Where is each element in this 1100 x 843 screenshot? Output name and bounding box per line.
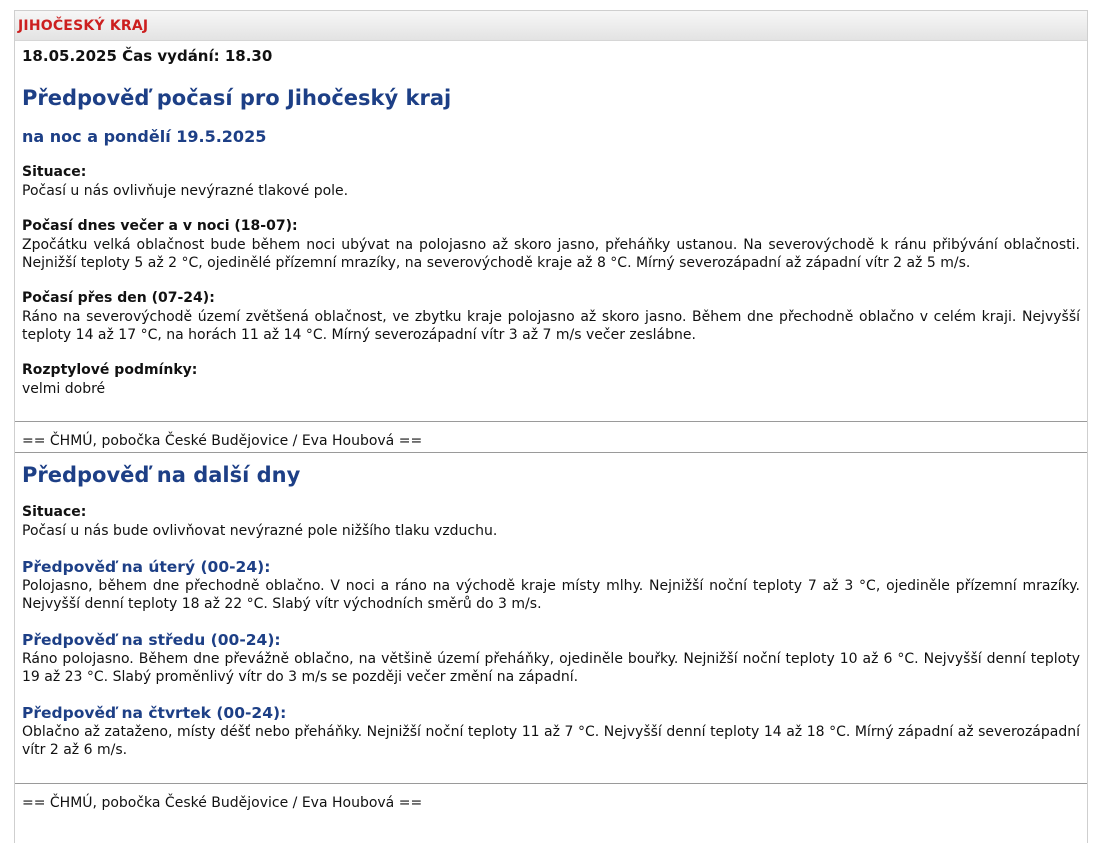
section-heading: Počasí přes den (07-24): (22, 289, 215, 306)
region-header-bar (15, 11, 1087, 41)
outlook-title: Předpověď na další dny (22, 463, 301, 487)
section-text: Počasí u nás ovlivňuje nevýrazné tlakové pole. (22, 183, 349, 199)
day-heading: Předpověď na čtvrtek (00-24): (22, 703, 287, 722)
forecast-subtitle: na noc a pondělí 19.5.2025 (22, 127, 267, 146)
issue-date: 18.05.2025 Čas vydání: 18.30 (22, 47, 273, 65)
outlook-day-tuesday (22, 557, 1080, 614)
section-heading: Situace: (22, 504, 87, 520)
section-text: Zpočátku velká oblačnost bude během noci ubývat na polojasno až skoro jasno, přeháňky ustanou. Na severovýchodě k ránu přibývání oblačnosti. Nejnižší teploty 5 až 2 °C, ojedinělé přízemní mrazíky, na severovýchodě kraje až 8 °C. Mírný severozápadní až západní vítr 2 až 5 m/s. (22, 236, 1080, 271)
outlook-day-thursday (22, 703, 1080, 760)
section-heading: Situace: (22, 164, 87, 180)
divider (15, 452, 1087, 453)
forecast-content (15, 47, 1087, 814)
forecast-section-day (22, 289, 1080, 345)
region-title: JIHOČESKÝ KRAJ (18, 17, 149, 34)
day-text: Ráno polojasno. Během dne převážně oblačno, na většině území přeháňky, ojediněle bouřky. Nejnižší noční teploty 10 až 6 °C. Nejvyšší denní teploty 19 až 23 °C. Slabý proměnlivý vítr do 3 m/s se později večer změní na západní. (22, 650, 1080, 685)
forecast-title: Předpověď počasí pro Jihočeský kraj (22, 86, 452, 110)
day-heading: Předpověď na středu (00-24): (22, 630, 281, 649)
day-text: Polojasno, během dne přechodně oblačno. V noci a ráno na východě kraje místy mlhy. Nejnižší noční teploty 7 až 3 °C, ojediněle přízemní mrazíky. Nejvyšší denní teploty 18 až 22 °C. Slabý vítr východních směrů do 3 m/s. (22, 577, 1080, 612)
section-text: Ráno na severovýchodě území zvětšená oblačnost, ve zbytku kraje polojasno až skoro jasno. Během dne přechodně oblačno v celém kraji. Nejvyšší teploty 14 až 17 °C, na horách 11 až 14 °C. Mírný severozápadní vítr 3 až 7 m/s večer zeslábne. (22, 308, 1080, 343)
forecast-section-situation (22, 163, 1080, 201)
forecast-panel (14, 10, 1088, 843)
section-text: Počasí u nás bude ovlivňovat nevýrazné pole nižšího tlaku vzduchu. (22, 523, 498, 539)
outlook-signature: == ČHMÚ, pobočka České Budějovice / Eva Houbová == (22, 794, 423, 811)
outlook-day-wednesday (22, 630, 1080, 687)
forecast-section-dispersion (22, 361, 1080, 399)
day-text: Oblačno až zataženo, místy déšť nebo přeháňky. Nejnižší noční teploty 11 až 7 °C. Nejvyšší denní teploty 14 až 18 °C. Mírný západní až severozápadní vítr 2 až 6 m/s. (22, 723, 1080, 758)
day-heading: Předpověď na úterý (00-24): (22, 557, 271, 576)
forecast-section-night (22, 217, 1080, 273)
section-text: velmi dobré (22, 380, 106, 397)
outlook-section-situation (22, 503, 1080, 541)
forecast-signature: == ČHMÚ, pobočka České Budějovice / Eva Houbová == (22, 433, 423, 449)
section-heading: Rozptylové podmínky: (22, 361, 198, 378)
section-heading: Počasí dnes večer a v noci (18-07): (22, 217, 298, 234)
